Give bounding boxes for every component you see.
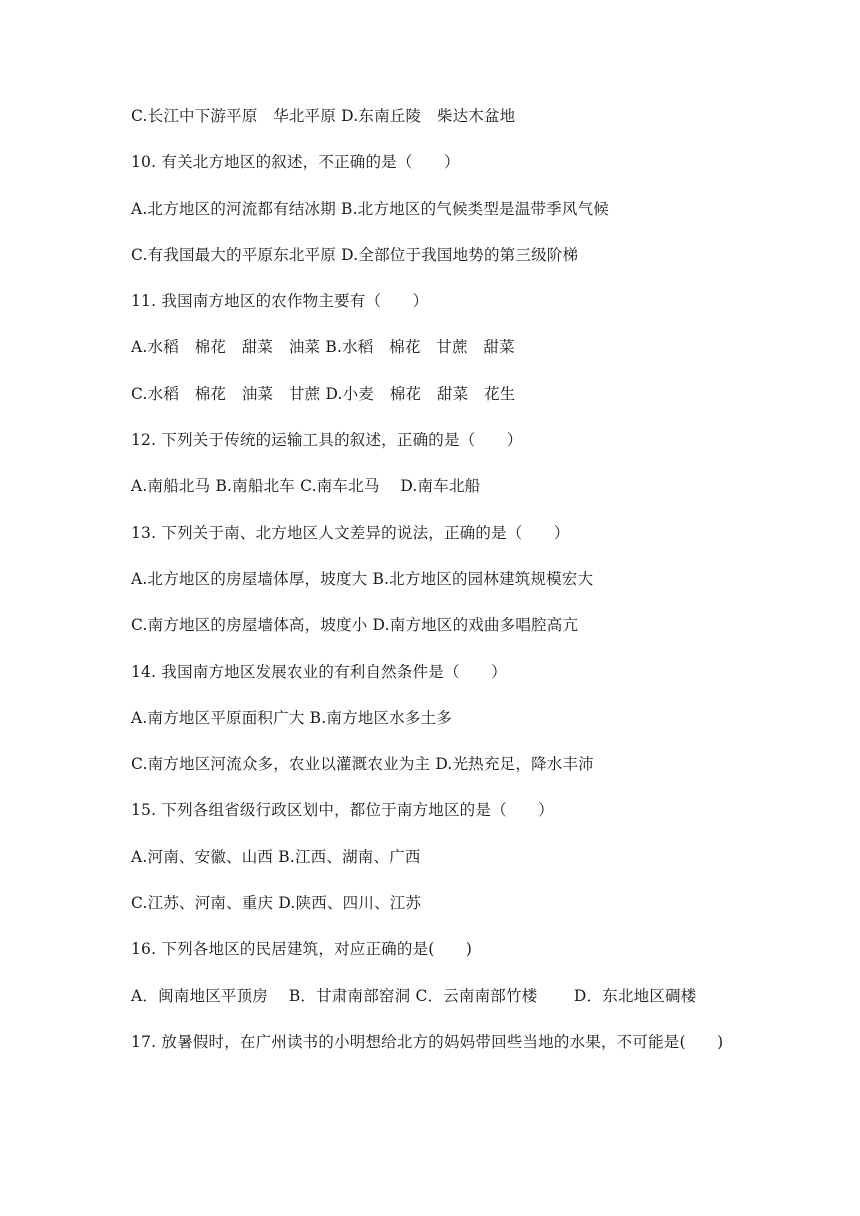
option-line: A.南船北马 B.南船北车 C.南车北马 D.南车北船 bbox=[131, 477, 481, 496]
question-13: 13. 下列关于南、北方地区人文差异的说法，正确的是（ ） bbox=[131, 523, 570, 542]
option-line: C.有我国最大的平原东北平原 D.全部位于我国地势的第三级阶梯 bbox=[131, 245, 579, 264]
option-line: A.水稻 棉花 甜菜 油菜 B.水稻 棉花 甘蔗 甜菜 bbox=[131, 338, 515, 357]
question-11: 11. 我国南方地区的农作物主要有（ ） bbox=[131, 292, 429, 311]
option-line: C.江苏、河南、重庆 D.陕西、四川、江苏 bbox=[131, 894, 422, 913]
question-12: 12. 下列关于传统的运输工具的叙述，正确的是（ ） bbox=[131, 431, 523, 450]
option-line: C.南方地区的房屋墙体高，坡度小 D.南方地区的戏曲多唱腔高亢 bbox=[131, 616, 579, 635]
option-line: A.北方地区的河流都有结冰期 B.北方地区的气候类型是温带季风气候 bbox=[131, 199, 609, 218]
option-line: A．闽南地区平顶房 B．甘肃南部窑洞 C．云南南部竹楼 D．东北地区碉楼 bbox=[131, 986, 697, 1005]
question-text bbox=[131, 104, 735, 1076]
option-line: C.水稻 棉花 油菜 甘蔗 D.小麦 棉花 甜菜 花生 bbox=[131, 384, 516, 403]
question-14: 14. 我国南方地区发展农业的有利自然条件是（ ） bbox=[131, 662, 507, 681]
question-17: 17. 放暑假时，在广州读书的小明想给北方的妈妈带回些当地的水果，不可能是( ) bbox=[131, 1032, 724, 1051]
question-16: 16. 下列各地区的民居建筑，对应正确的是( ) bbox=[131, 940, 473, 959]
option-line: C.长江中下游平原 华北平原 D.东南丘陵 柴达木盆地 bbox=[131, 107, 516, 125]
option-line: A.南方地区平原面积广大 B.南方地区水多土多 bbox=[131, 708, 452, 727]
option-line: A.北方地区的房屋墙体厚，坡度大 B.北方地区的园林建筑规模宏大 bbox=[131, 569, 594, 588]
question-10: 10. 有关北方地区的叙述，不正确的是（ ） bbox=[131, 153, 460, 172]
option-line: C.南方地区河流众多，农业以灌溉农业为主 D.光热充足，降水丰沛 bbox=[131, 755, 594, 774]
question-15: 15. 下列各组省级行政区划中，都位于南方地区的是（ ） bbox=[131, 801, 554, 820]
option-line: A.河南、安徽、山西 B.江西、湖南、广西 bbox=[131, 847, 421, 866]
